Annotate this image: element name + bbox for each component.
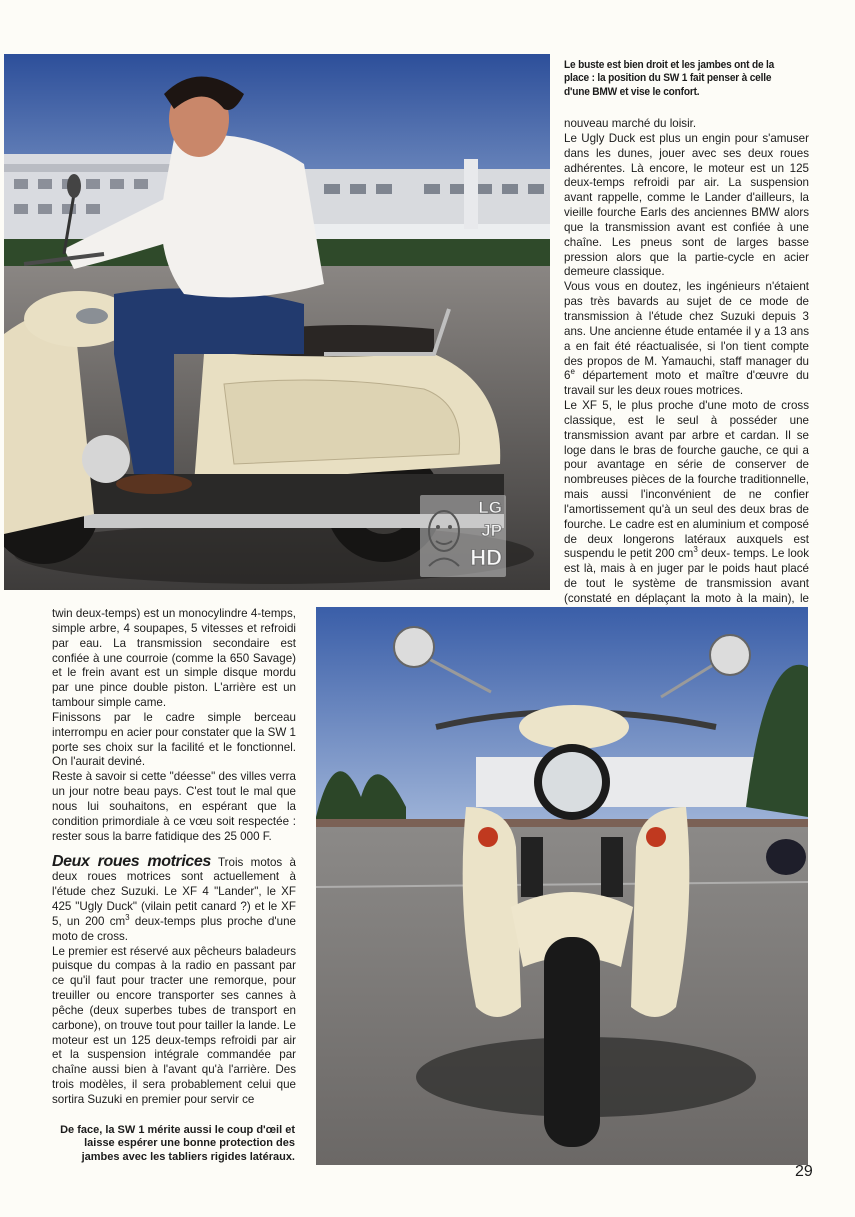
paragraph: Finissons par le cadre simple berceau interrompu en acier pour constater que la SW 1 porte ses choix sur la facilité et le fonctionnel. On l'aurait deviné.: [52, 710, 296, 769]
page-number: 29: [795, 1163, 813, 1180]
watermark-line-2: JP: [481, 521, 502, 540]
scooter-front-illustration: [316, 607, 808, 1165]
paragraph: Vous vous en doutez, les ingénieurs n'étaient pas très bavards au sujet de ce mode de transmission à l'étude chez Suzuki depuis 3 ans. Une ancienne étude entamée il y a 13 ans a en fait été réactualisée, si l'on tient compte des propos de M. Yamauchi, staff manager du 6e département moto et maître d'œuvre du travail sur les deux roues motrices.: [564, 280, 809, 398]
face-sketch-icon: [424, 501, 464, 571]
paragraph: nouveau marché du loisir.: [564, 117, 697, 130]
watermark-line-3: HD: [470, 545, 502, 570]
caption-top: Le buste est bien droit et les jambes ont de la place : la position du SW 1 fait penser à celle d'une BMW et vise le confort.: [564, 59, 775, 98]
caption-bottom: De face, la SW 1 mérite aussi le coup d'œil et laisse espérer une bonne protection des jambes avec les tabliers rigides latéraux.: [60, 1124, 295, 1163]
paragraph: Deux roues motrices Trois motos à deux roues motrices sont actuellement à l'étude chez Suzuki. Le XF 4 "Lander", le XF 425 "Ugly Duck" (vilain petit canard ?) et le XF 5, un 200 $cm^3$ deux-temps plus proche d'une moto de cross.: [52, 852, 296, 943]
right-text-column: [564, 117, 809, 622]
watermark-logo: [420, 495, 506, 577]
paragraph: twin deux-temps) est un monocylindre 4-temps, simple arbre, 4 soupapes, 5 vitesses et refroidi par eau. La transmission secondaire est confiée à une courroie (comme la 650 Savage) et le frein avant est un simple disque mordu par une pince double piston. L'arrière est un tambour simple came.: [52, 607, 296, 710]
paragraph: Le premier est réservé aux pêcheurs baladeurs puisque du compas à la radio en passant par ce qu'il faut pour tracter une remorque, pour treuiller ou encore transporter ses cannes à pêche (deux superbes tubes de transport en carbone), on trouve tout pour tailler la lande. Le moteur est un 125 deux-temps refroidi par air et la suspension intégrale commandée par chaîne aussi bien à l'avant qu'à l'arrière. Des trois modèles, il sera probablement celui que sortira Suzuki en premier pour servir ce: [52, 944, 296, 1106]
paragraph: Le XF 5, le plus proche d'une moto de cross classique, est le seul à posséder une transmission avant par arbre et cardan. Il se loge dans le bras de fourche gauche, ce qui a pour avantage en série de conserver de nombreuses pièces de la fourche traditionnelle, mais aussi l'inconvénient de ne confier l'amortissement qu'à un seul des deux bras de fourche. Le cadre est en aluminium et composé de deux longerons latéraux auxquels est suspendu le petit 200 $cm^3$ deux- temps. Le look est là, mais à en juger par le poids haut placé de tout le système de transmission avant (constaté en déplaçant la moto à la main), le: [564, 399, 810, 605]
section-subheading: Deux roues motrices: [52, 852, 211, 870]
paragraph: Le Ugly Duck est plus un engin pour s'amuser dans les dunes, jouer avec ses deux roues adhérentes. Là encore, le moteur est un 125 deux-temps refroidi par air. La suspension avant rappelle, comme le Lander d'ailleurs, la vieille fourche Earls des anciennes BMW alors que la transmission avant est confiée à une chaîne. Les pneus sont de larges basse pression alors que la partie-cycle en acier demeure classique.: [564, 131, 809, 279]
watermark-line-1: LG: [478, 498, 502, 517]
paragraph: Reste à savoir si cette "déesse" des villes verra un jour notre beau pays. C'est tout le mal que nous lui souhaitons, en espérant que la condition primordiale à ce vœu soit respectée : rester sous la barre fatidique des 25 000 F.: [52, 770, 296, 843]
left-text-column: [52, 607, 296, 1108]
photo-scooter-front: [316, 607, 808, 1165]
